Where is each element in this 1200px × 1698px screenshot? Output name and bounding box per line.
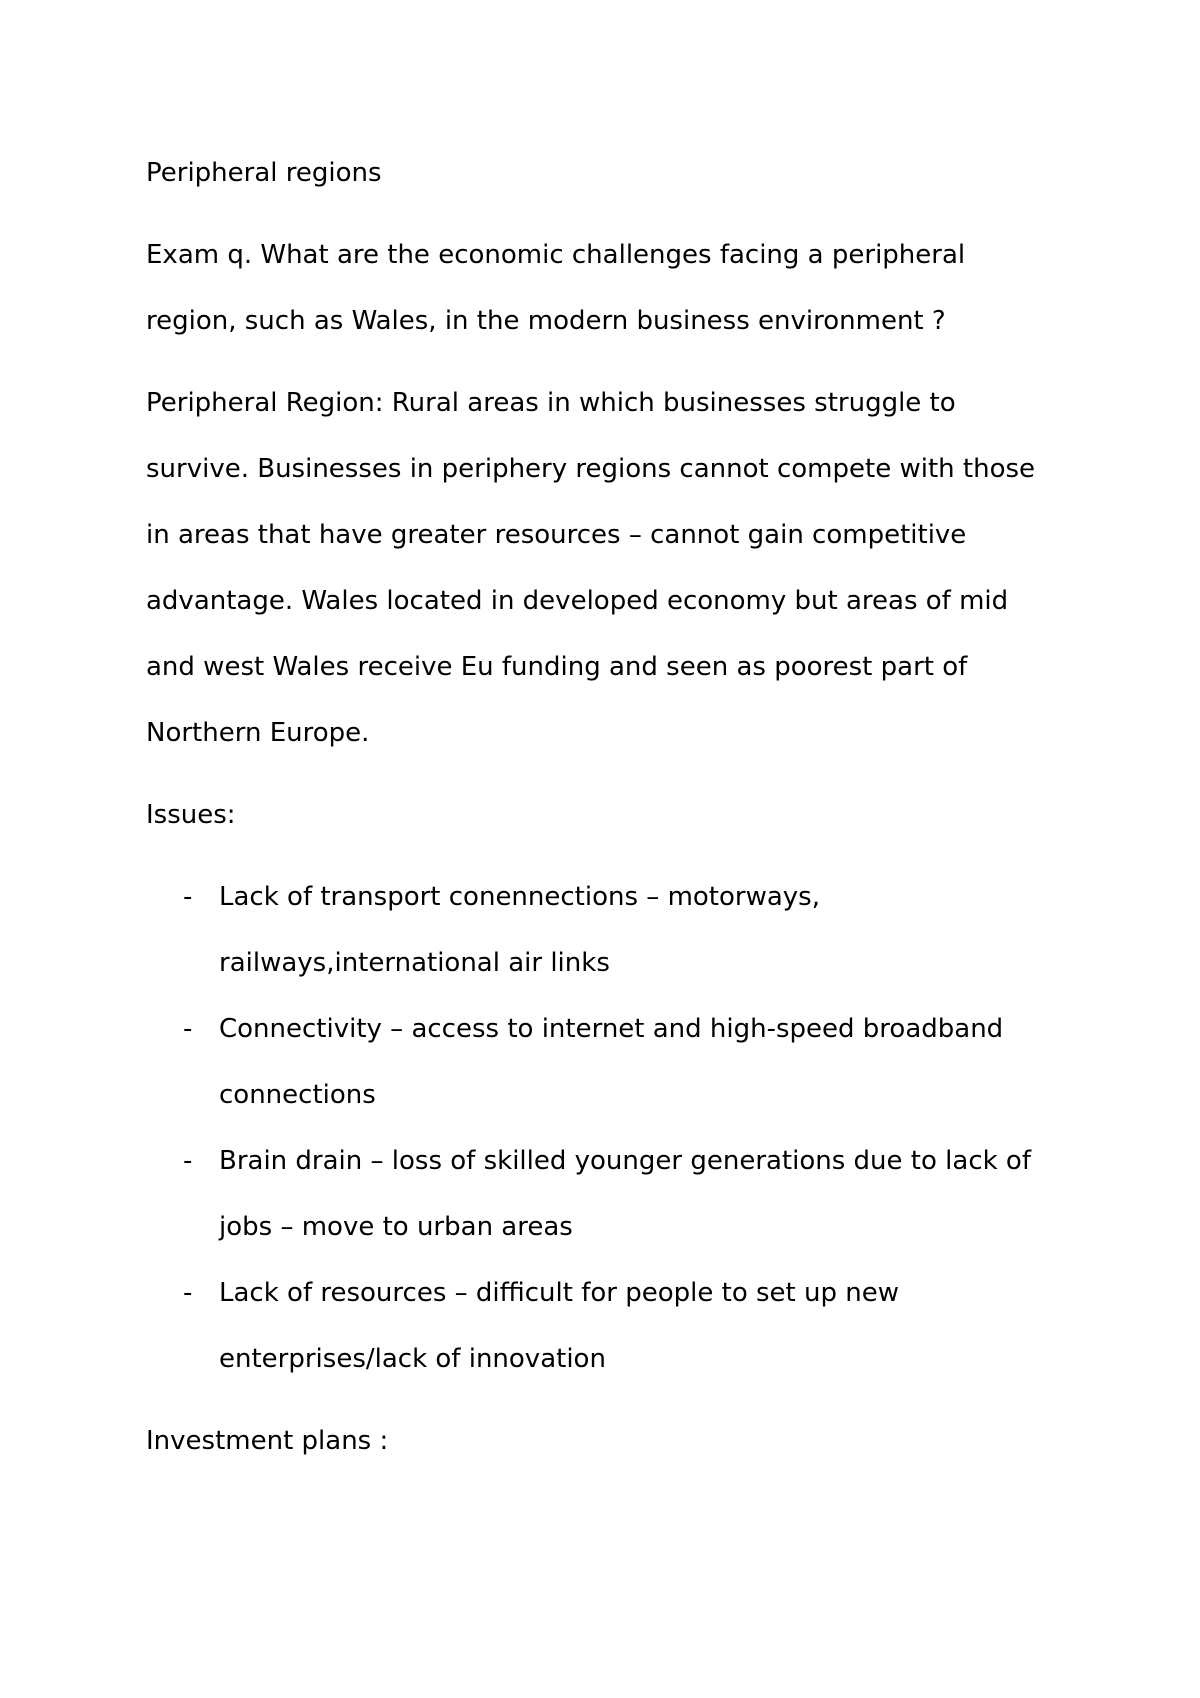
- bullet-dash: -: [183, 1146, 193, 1176]
- issue-text: Lack of transport conennections – motorways, railways,international air links: [219, 882, 820, 978]
- list-item: [146, 996, 1056, 1128]
- investment-heading: Investment plans :: [146, 1426, 389, 1456]
- exam-question: Exam q. What are the economic challenges facing a peripheral region, such as Wales, in the modern business environment ?: [146, 240, 966, 336]
- bullet-dash: -: [183, 1014, 193, 1044]
- bullet-dash: -: [183, 882, 193, 912]
- issues-list: [146, 864, 1056, 1392]
- issue-text: Lack of resources – difficult for people to set up new enterprises/lack of innovation: [219, 1278, 899, 1374]
- list-item: [146, 1260, 1056, 1392]
- issue-text: Brain drain – loss of skilled younger generations due to lack of jobs – move to urban areas: [219, 1146, 1031, 1242]
- list-item: [146, 864, 1056, 996]
- list-item: [146, 1128, 1056, 1260]
- document-title: Peripheral regions: [146, 158, 382, 188]
- bullet-dash: -: [183, 1278, 193, 1308]
- issue-text: Connectivity – access to internet and high-speed broadband connections: [219, 1014, 1004, 1110]
- document-body: [146, 140, 1056, 1490]
- issues-heading: Issues:: [146, 800, 236, 830]
- definition-paragraph: Peripheral Region: Rural areas in which businesses struggle to survive. Businesses in periphery regions cannot compete with those in areas that have greater resources – cannot gain competitive advantage. Wales located in developed economy but areas of mid and west Wales receive Eu funding and seen as poorest part of Northern Europe.: [146, 388, 1036, 748]
